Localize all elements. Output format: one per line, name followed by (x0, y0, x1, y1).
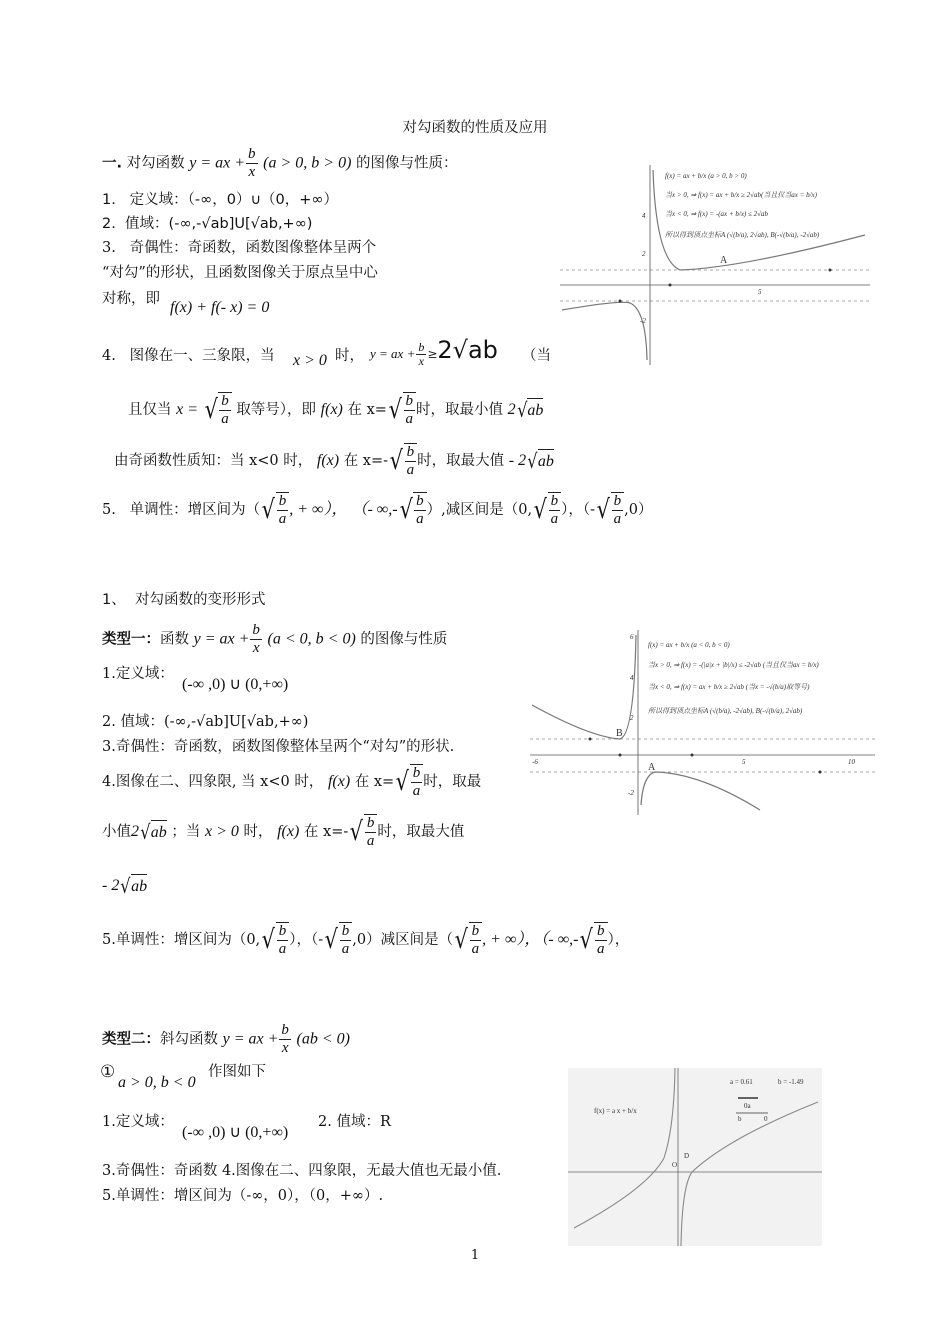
svg-text:当x < 0, ⇒ f(x) = -(ax + b/x) ≤: 当x < 0, ⇒ f(x) = -(ax + b/x) ≤ 2√ab (665, 210, 768, 218)
svg-text:4: 4 (642, 212, 646, 220)
odd-function-equation: f(x) + f(- x) = 0 (170, 299, 270, 316)
type1-heading: 类型一：函数 y = ax + $\frac{b}{x}$ (a < 0, b < 0) 的图像与性质 (102, 622, 448, 656)
svg-text:-6: -6 (532, 758, 538, 766)
svg-text:a = 0.61: a = 0.61 (730, 1078, 753, 1086)
svg-text:D: D (684, 1152, 690, 1160)
monotonic-line: 5. 单调性：增区间为（ √ $\frac{b}{a}$ , + ∞）， （- ∞,- √ $\frac{b}{a}$ ）,减区间是（0, √ $\frac{b}{a}$ ），（- √ $\frac{b}{a}$ ,0） (102, 493, 653, 527)
fraction-b-over-x: $\frac{b}{x}$ (248, 146, 256, 180)
svg-text:5: 5 (742, 758, 746, 766)
type1-quadrant: 4.图像在二、四象限, 当 x<0 时， f(x) 在 x= √ $\frac{b}{a}$ 时，取最 (102, 765, 482, 799)
svg-text:6: 6 (630, 633, 634, 641)
equality-line: 且仅当 x = √ $\frac{b}{a}$ 取等号），即 f(x) 在 x= √ $\frac{b}{a}$ 时，取最小值 2 √ ab (128, 393, 544, 427)
section1-heading: 一. 对勾函数 y = ax + $\frac{b}{x}$ (a > 0, b > 0) 的图像与性质： (102, 146, 458, 180)
svg-text:所以得到顶点坐标A (√(b/a), 2√ab), B(-√: 所以得到顶点坐标A (√(b/a), 2√ab), B(-√(b/a), -2√ab) (665, 231, 820, 239)
type1-domain: 1.定义域： (102, 666, 174, 682)
type1-range: 2. 值域：(-∞,-√ab]U[√ab,+∞) (102, 714, 309, 730)
svg-text:所以得到顶点坐标A (√(b/a), -2√ab), B(-: 所以得到顶点坐标A (√(b/a), -2√ab), B(-√(b/a), 2√ab) (648, 707, 803, 715)
curve-right-branch (653, 170, 865, 270)
inequality-expr: y = ax + $\frac{b}{x}$ ≥2√ab (370, 336, 498, 368)
svg-text:b: b (738, 1115, 742, 1123)
svg-text:B: B (616, 728, 623, 739)
svg-text:f(x) = a x + b/x: f(x) = a x + b/x (594, 1107, 637, 1115)
type1-domain-value: (-∞ ,0) ∪ (0,+∞) (182, 676, 289, 693)
svg-text:10: 10 (848, 758, 855, 766)
case-marker: ① (100, 1062, 116, 1082)
svg-text:b = -1.49: b = -1.49 (778, 1078, 804, 1086)
svg-text:2: 2 (630, 714, 634, 722)
parity-line-2: “对勾”的形状，且函数图像关于原点呈中心 (102, 265, 378, 281)
svg-text:当x < 0, ⇒ f(x) = ax + b/x ≥ 2√: 当x < 0, ⇒ f(x) = ax + b/x ≥ 2√ab (当x = -√(b/a)取等号) (648, 683, 810, 691)
case-condition: a > 0, b < 0 (118, 1074, 196, 1091)
graph-type1 (530, 625, 875, 815)
when-text: 时， (335, 348, 364, 364)
type2-domain: 1.定义域： (102, 1114, 174, 1130)
parity-line-3: 对称，即 (102, 291, 160, 307)
range-line: 2. 值域：(-∞,-√ab]U[√ab,+∞) (102, 216, 313, 232)
type2-domain-value: (-∞ ,0) ∪ (0,+∞) (182, 1124, 289, 1141)
curve-left-branch (562, 302, 647, 360)
parity-line-1: 3. 奇偶性：奇函数，函数图像整体呈两个 (102, 240, 377, 256)
type1-parity: 3.奇偶性：奇函数，函数图像整体呈两个“对勾”的形状. (102, 739, 455, 755)
svg-text:f(x) = ax + b/x (a < 0, b < 0): f(x) = ax + b/x (a < 0, b < 0) (648, 641, 730, 649)
point-A-label: A (720, 255, 728, 266)
graph-type2 (568, 1068, 822, 1246)
svg-text:f(x) = ax + b/x (a > 0, b > 0): f(x) = ax + b/x (a > 0, b > 0) (665, 172, 747, 180)
page-number: 1 (470, 1248, 480, 1263)
page-title: 对勾函数的性质及应用 (402, 120, 548, 136)
svg-text:当x > 0, ⇒ f(x) = -(|a|x + |b|/: 当x > 0, ⇒ f(x) = -(|a|x + |b|/x) ≤ -2√ab (当且仅当ax = b/x) (648, 661, 819, 669)
svg-text:0: 0 (764, 1115, 768, 1123)
svg-text:0a: 0a (744, 1102, 751, 1110)
type1-monotonic: 5.单调性：增区间为（0, √ $\frac{b}{a}$ ），（- √ $\frac{b}{a}$ ,0）减区间是（ √ $\frac{b}{a}$ , + ∞），（- ∞,- √ $\frac{b}{a}$ ）， (102, 923, 630, 957)
x-positive-cond: x > 0 (293, 352, 327, 369)
variant-heading: 1、 对勾函数的变形形式 (102, 592, 266, 608)
svg-text:A: A (648, 762, 656, 773)
quadrant-line: 4. 图像在一、三象限，当 (102, 348, 275, 364)
type1-minmax: 小值2 √ ab ；当 x > 0 时， f(x) 在 x=- √ $\frac{b}{a}$ 时，取最大值 (102, 815, 465, 849)
type2-range: 2. 值域：R (318, 1114, 391, 1130)
svg-text:2: 2 (642, 250, 646, 258)
type2-monotonic: 5.单调性：增区间为（-∞，0），（0，+∞）. (102, 1188, 384, 1204)
type1-max-value: - 2 √ ab (102, 874, 148, 898)
type2-parity: 3.奇偶性：奇函数 4.图像在二、四象限，无最大值也无最小值. (102, 1163, 502, 1179)
max-value-line: 由奇函数性质知：当 x<0 时， f(x) 在 x=- √ $\frac{b}{a}$ 时，取最大值 - 2 √ ab (114, 444, 554, 478)
svg-text:当x > 0, ⇒ f(x) = ax + b/x ≥ 2√: 当x > 0, ⇒ f(x) = ax + b/x ≥ 2√ab(当且仅当ax = b/x) (665, 191, 817, 199)
domain-line: 1. 定义域：（-∞，0）∪（0，+∞） (102, 192, 339, 208)
case-plot-text: 作图如下 (208, 1064, 266, 1080)
svg-text:-2: -2 (640, 317, 646, 325)
paren-text: （当 (522, 348, 551, 364)
svg-text:O: O (672, 1161, 678, 1169)
svg-text:5: 5 (758, 288, 762, 296)
svg-text:4: 4 (630, 674, 634, 682)
graph-type0 (560, 160, 870, 365)
svg-text:-2: -2 (628, 789, 634, 797)
type2-heading: 类型二：斜勾函数 y = ax + $\frac{b}{x}$ (ab < 0) (102, 1022, 350, 1056)
